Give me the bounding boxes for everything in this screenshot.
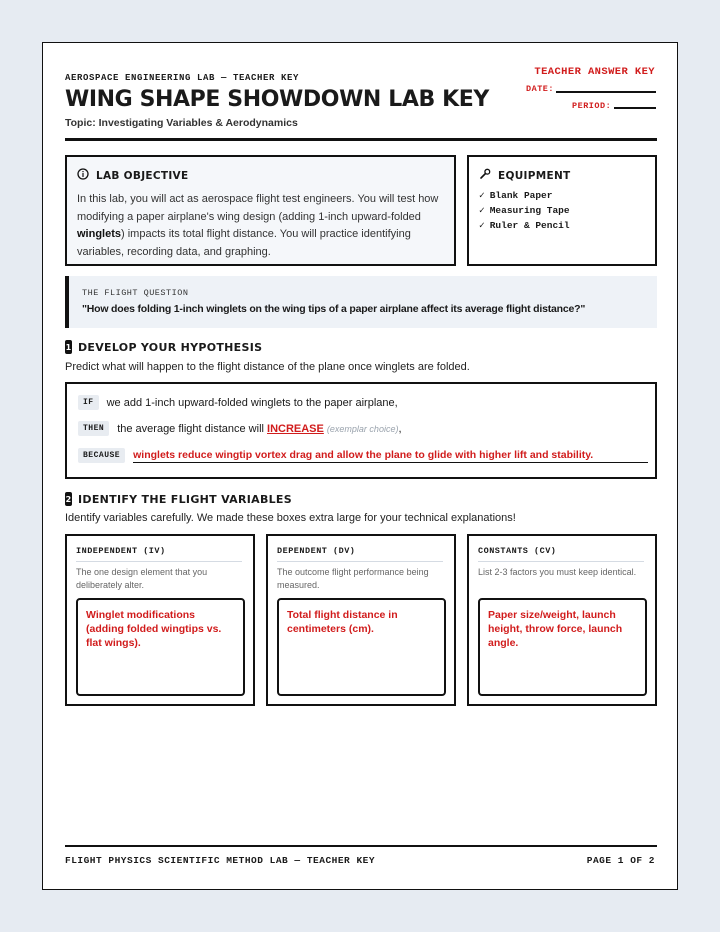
variables-section-header — [65, 492, 292, 506]
variable-answer: Total flight distance in centimeters (cm). — [287, 609, 398, 635]
answer-box[interactable] — [277, 598, 446, 696]
objective-heading — [77, 168, 444, 183]
variable-answer: Paper size/weight, launch height, throw force, launch angle. — [488, 609, 623, 649]
topic-line: Topic: Investigating Variables & Aerodynamics — [65, 117, 298, 129]
variable-title: DEPENDENT (DV) — [277, 546, 443, 562]
flight-question-text: "How does folding 1-inch winglets on the wing tips of a paper airplane affect its average flight distance?" — [82, 303, 586, 315]
footer-title: FLIGHT PHYSICS SCIENTIFIC METHOD LAB — TEACHER KEY — [65, 855, 376, 866]
period-label: PERIOD: — [572, 101, 612, 111]
then-line — [78, 421, 402, 436]
variables-heading: IDENTIFY THE FLIGHT VARIABLES — [78, 492, 292, 506]
section-number-badge: 2 — [65, 492, 72, 506]
if-tag: IF — [78, 395, 99, 410]
variables-subtitle: Identify variables carefully. We made these boxes extra large for your technical explanations! — [65, 512, 516, 524]
variable-title: INDEPENDENT (IV) — [76, 546, 242, 562]
variable-title: CONSTANTS (CV) — [478, 546, 644, 562]
section-number-badge: 1 — [65, 340, 72, 354]
variable-answer: Winglet modifications (adding folded wingtips vs. flat wings). — [86, 609, 222, 649]
lab-eyebrow: AEROSPACE ENGINEERING LAB — TEACHER KEY — [65, 73, 300, 83]
check-icon: ✓ — [479, 205, 485, 216]
equipment-item: ✓ Blank Paper — [479, 190, 553, 201]
teacher-key-label: TEACHER ANSWER KEY — [534, 66, 655, 78]
lab-objective-box — [65, 155, 456, 266]
answer-box[interactable] — [478, 598, 647, 696]
because-line — [78, 448, 648, 463]
date-field[interactable] — [556, 91, 656, 93]
page-title: WING SHAPE SHOWDOWN LAB KEY — [65, 87, 489, 112]
objective-text: In this lab, you will act as aerospace flight test engineers. You will test how modifying a paper airplane's wing design (adding 1-inch upward-folded winglets) impacts its total flight distance. You will practice identifying variables, recording data, and graphing. — [77, 193, 439, 258]
variable-description: The outcome flight performance being measured. — [277, 567, 429, 590]
because-tag: BECAUSE — [78, 448, 125, 463]
worksheet-page — [42, 42, 678, 890]
equipment-item: ✓ Measuring Tape — [479, 205, 570, 216]
then-text: the average flight distance will INCREASE (exemplar choice), — [117, 422, 402, 435]
objective-heading-label: LAB OBJECTIVE — [96, 169, 189, 182]
hypothesis-heading: DEVELOP YOUR HYPOTHESIS — [78, 340, 263, 354]
variable-description: List 2-3 factors you must keep identical. — [478, 567, 637, 577]
equipment-box — [467, 155, 657, 266]
hypothesis-box — [65, 382, 657, 479]
if-line — [78, 395, 398, 410]
dependent-variable-box — [266, 534, 456, 706]
hypothesis-section-header — [65, 340, 262, 354]
equipment-list — [479, 190, 645, 231]
equipment-heading-label: EQUIPMENT — [498, 169, 571, 182]
then-tag: THEN — [78, 421, 109, 436]
flight-question-callout — [65, 276, 657, 328]
flight-question-label: THE FLIGHT QUESTION — [82, 288, 189, 298]
info-icon — [77, 168, 89, 183]
because-answer[interactable]: winglets reduce wingtip vortex drag and allow the plane to glide with higher lift and stability. — [133, 449, 648, 463]
independent-variable-box — [65, 534, 255, 706]
exemplar-note: (exemplar choice) — [326, 423, 399, 434]
answer-box[interactable] — [76, 598, 245, 696]
constants-box — [467, 534, 657, 706]
period-field[interactable] — [614, 107, 656, 109]
wrench-icon — [479, 168, 491, 183]
equipment-item: ✓ Ruler & Pencil — [479, 220, 570, 231]
if-text: we add 1-inch upward-folded winglets to the paper airplane, — [106, 396, 398, 409]
variable-description: The one design element that you deliberately alter. — [76, 567, 208, 590]
footer-divider — [65, 845, 657, 847]
check-icon: ✓ — [479, 220, 485, 231]
date-label: DATE: — [526, 84, 555, 94]
winglets-emphasis: winglets — [77, 228, 122, 240]
hypothesis-subtitle: Predict what will happen to the flight distance of the plane once winglets are folded. — [65, 361, 470, 373]
header-divider — [65, 138, 657, 141]
check-icon: ✓ — [479, 190, 485, 201]
page-number: PAGE 1 OF 2 — [586, 855, 655, 866]
then-answer: INCREASE — [267, 422, 324, 435]
equipment-heading — [479, 168, 645, 183]
